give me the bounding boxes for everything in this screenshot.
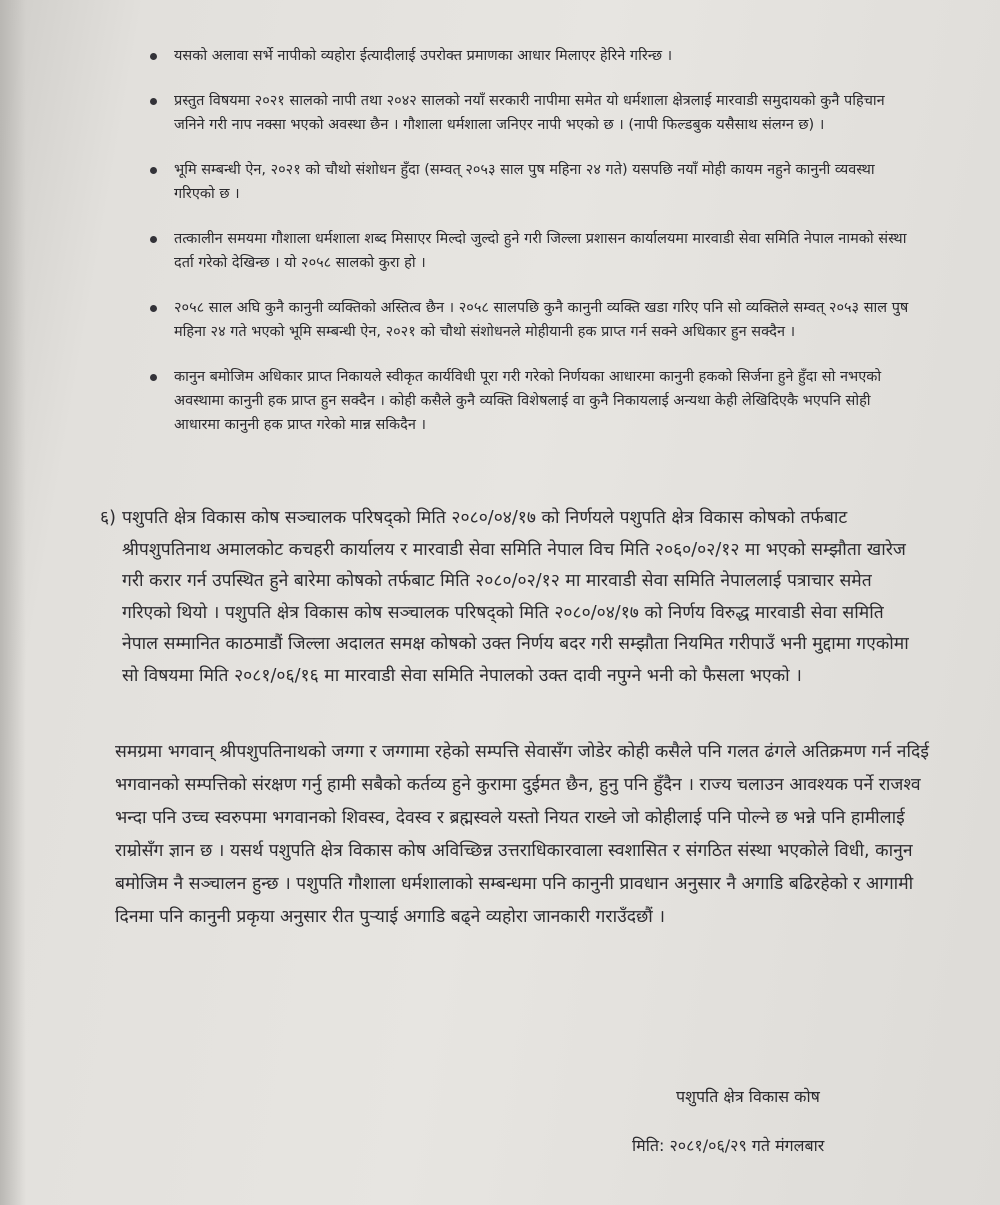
- bullet-text: यसको अलावा सर्भे नापीको व्यहोरा ईत्यादीलाई उपरोक्त प्रमाणका आधार मिलाएर हेरिने गरिन्छ ।: [174, 48, 673, 64]
- signature-organization: पशुपति क्षेत्र विकास कोष: [676, 1087, 820, 1106]
- bullet-text: भूमि सम्बन्धी ऐन, २०२१ को चौथो संशोधन हुँदा (सम्वत् २०५३ साल पुष महिना २४ गते) यसपछि नयाँ मोही कायम नहुने कानुनी व्यवस्था गरिएको छ ।: [174, 162, 875, 202]
- bullet-dot-icon: [150, 98, 157, 105]
- bullet-dot-icon: [150, 167, 157, 174]
- summary-paragraph: समग्रमा भगवान् श्रीपशुपतिनाथको जग्गा र जग्गामा रहेको सम्पत्ति सेवासँग जोडेर कोही कसैले पनि गलत ढंगले अतिक्रमण गर्न नदिई भगवानको सम्पत्तिको संरक्षण गर्नु हामी सबैको कर्तव्य हुने कुरामा दुईमत छैन, हुनु पनि हुँदैन । राज्य चलाउन आवश्यक पर्ने राजश्व भन्दा पनि उच्च स्वरुपमा भगवानको शिवस्व, देवस्व र ब्रह्मस्वले यस्तो नियत राख्ने जो कोहीलाई पनि पोल्ने छ भन्ने पनि हामीलाई राम्रोसँग ज्ञान छ । यसर्थ पशुपति क्षेत्र विकास कोष अविच्छिन्न उत्तराधिकारवाला स्वशासित र संगठित संस्था भएकोले विधी, कानुन बमोजिम नै सञ्चालन हुन्छ । पशुपति गौशाला धर्मशालाको सम्बन्धमा पनि कानुनी प्रावधान अनुसार नै अगाडि बढिरहेको र आगामी दिनमा पनि कानुनी प्रकृया अनुसार रीत पुऱ्याई अगाडि बढ्ने व्यहोरा जानकारी गराउँदछौं ।: [115, 742, 929, 927]
- item-6-text: पशुपति क्षेत्र विकास कोष सञ्चालक परिषद्को मिति २०८०/०४/१७ को निर्णयले पशुपति क्षेत्र विकास कोषको तर्फबाट श्रीपशुपतिनाथ अमालकोट कचहरी कार्यालय र मारवाडी सेवा समिति नेपाल विच मिति २०६०/०२/१२ मा भएको सम्झौता खारेज गरी करार गर्न उपस्थित हुने बारेमा कोषको तर्फबाट मिति २०८०/०२/१२ मा मारवाडी सेवा समिति नेपाललाई पत्राचार समेत गरिएको थियो । पशुपति क्षेत्र विकास कोष सञ्चालक परिषद्को मिति २०८०/०४/१७ को निर्णय विरुद्ध मारवाडी सेवा समिति नेपाल सम्मानित काठमाडौं जिल्ला अदालत समक्ष कोषको उक्त निर्णय बदर गरी सम्झौता नियमित गरीपाउँ भनी मुद्दामा गएकोमा सो विषयमा मिति २०८१/०६/१६ मा मारवाडी सेवा समिति नेपालको उक्त दावी नपुग्ने भनी को फैसला भएको ।: [122, 508, 909, 686]
- page-edge-shadow: [0, 0, 26, 1205]
- bullet-dot-icon: [150, 53, 157, 60]
- bullet-text: तत्कालीन समयमा गौशाला धर्मशाला शब्द मिसाएर मिल्दो जुल्दो हुने गरी जिल्ला प्रशासन कार्यालयमा मारवाडी सेवा समिति नेपाल नामको संस्था दर्ता गरेको देखिन्छ । यो २०५८ सालको कुरा हो ।: [174, 231, 907, 271]
- bullet-dot-icon: [150, 374, 157, 381]
- bullet-text: कानुन बमोजिम अधिकार प्राप्त निकायले स्वीकृत कार्यविधी पूरा गरी गरेको निर्णयका आधारमा कानुनी हकको सिर्जना हुने हुँदा सो नभएको अवस्थामा कानुनी हक प्राप्त हुन सक्दैन । कोही कसैले कुनै व्यक्ति विशेषलाई वा कुनै निकायलाई अन्यथा केही लेखिदिएकै भएपनि सोही आधारमा कानुनी हक प्राप्त गरेको मान्न सकिदैन ।: [174, 369, 882, 433]
- bullet-item: [150, 89, 910, 137]
- numbered-item-6: [100, 503, 920, 692]
- bullet-item: [150, 44, 910, 68]
- bullet-item: [150, 365, 910, 437]
- bullet-list: [150, 44, 910, 458]
- bullet-item: [150, 158, 910, 206]
- bullet-text: २०५८ साल अघि कुनै कानुनी व्यक्तिको अस्तित्व छैन । २०५८ सालपछि कुनै कानुनी व्यक्ति खडा गरिए पनि सो व्यक्तिले सम्वत् २०५३ साल पुष महिना २४ गते भएको भूमि सम्बन्धी ऐन, २०२१ को चौथो संशोधनले मोहीयानी हक प्राप्त गर्न सक्ने अधिकार हुन सक्दैन ।: [174, 300, 909, 340]
- bullet-text: प्रस्तुत विषयमा २०२१ सालको नापी तथा २०४२ सालको नयाँ सरकारी नापीमा समेत यो धर्मशाला क्षेत्रलाई मारवाडी समुदायको कुनै पहिचान जनिने गरी नाप नक्सा भएको अवस्था छैन । गौशाला धर्मशाला जनिएर नापी भएको छ । (नापी फिल्डबुक यसैसाथ संलग्न छ) ।: [174, 93, 885, 133]
- bullet-dot-icon: [150, 305, 157, 312]
- item-number: ६): [100, 508, 116, 528]
- bullet-dot-icon: [150, 236, 157, 243]
- signature-date: मिति: २०८१/०६/२९ गते मंगलबार: [632, 1136, 825, 1155]
- bullet-item: [150, 227, 910, 275]
- bullet-item: [150, 296, 910, 344]
